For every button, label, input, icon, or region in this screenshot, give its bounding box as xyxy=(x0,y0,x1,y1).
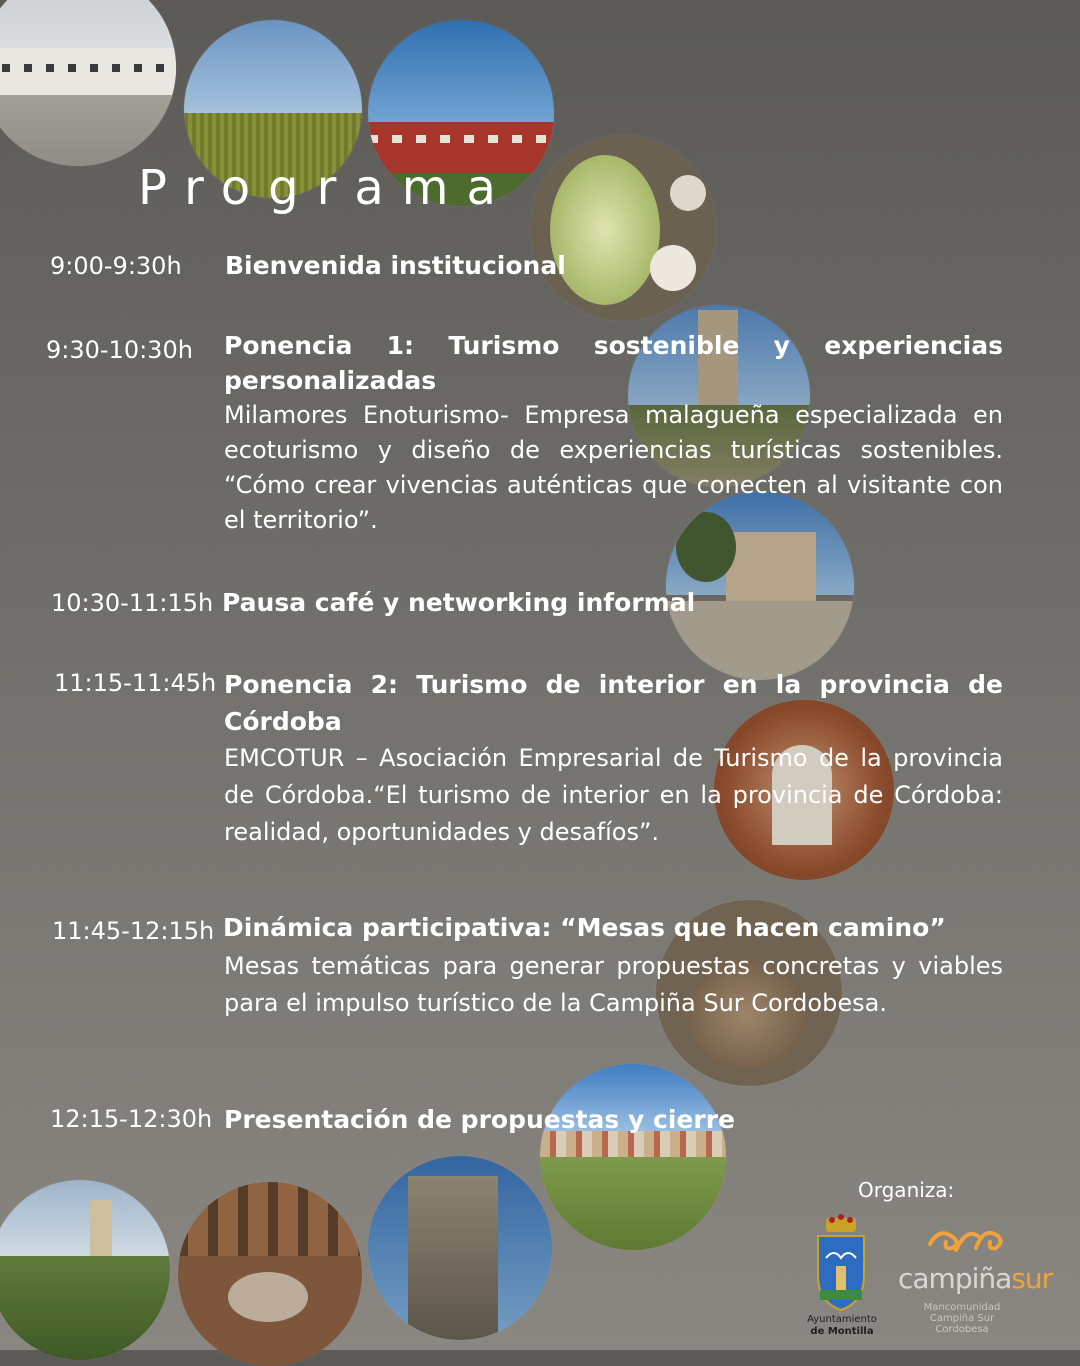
schedule-time: 10:30-11:15h xyxy=(51,589,214,617)
schedule-heading: Ponencia 2: Turismo de interior en la provincia de Córdoba xyxy=(224,670,1003,736)
campina-sur-subtitle xyxy=(916,1302,1008,1335)
photo-tower-circle xyxy=(368,1156,552,1340)
montilla-caption xyxy=(796,1314,888,1338)
schedule-description: Milamores Enoturismo- Empresa malagueña especializada en ecoturismo y diseño de experiencias turísticas sostenibles. “Cómo crear vivencias auténticas que conecten al visitante con el territorio”. xyxy=(224,401,1003,534)
photo-town-circle xyxy=(540,1064,726,1250)
schedule-time: 9:30-10:30h xyxy=(46,336,193,364)
photo-melon-circle xyxy=(530,135,716,321)
montilla-logo xyxy=(812,1214,870,1312)
schedule-time: 11:15-11:45h xyxy=(54,669,217,697)
schedule-description: Mesas temáticas para generar propuestas concretas y viables para el impulso turístico de la Campiña Sur Cordobesa. xyxy=(224,952,1003,1017)
montilla-coat-of-arms-icon xyxy=(812,1214,870,1312)
campina-sub-line-1: Mancomunidad xyxy=(923,1302,1001,1313)
montilla-line-1: Ayuntamiento xyxy=(807,1314,877,1325)
photo-plaza-circle xyxy=(0,0,176,166)
campina-word-sur: sur xyxy=(1011,1262,1053,1295)
montilla-line-2: de Montilla xyxy=(810,1326,874,1337)
page-title: Programa xyxy=(138,160,514,216)
campina-sur-wordmark xyxy=(898,1262,1052,1295)
schedule-time: 9:00-9:30h xyxy=(50,252,182,280)
spiral-icon xyxy=(926,1220,1006,1260)
schedule-heading: Ponencia 1: Turismo sostenible y experiencias personalizadas xyxy=(224,331,1003,395)
schedule-time: 12:15-12:30h xyxy=(50,1105,213,1133)
photo-village-circle xyxy=(0,1180,170,1360)
schedule-description: EMCOTUR – Asociación Empresarial de Turismo de la provincia de Córdoba.“El turismo de interior en la provincia de Córdoba: realidad, oportunidades y desafíos”. xyxy=(224,744,1003,846)
schedule-heading: Pausa café y networking informal xyxy=(222,588,696,617)
schedule-time: 11:45-12:15h xyxy=(52,917,215,945)
campina-sur-logo-mark xyxy=(926,1220,1006,1260)
campina-sub-line-2: Campiña Sur xyxy=(929,1313,995,1324)
organiza-label: Organiza: xyxy=(858,1178,955,1202)
campina-sub-line-3: Cordobesa xyxy=(935,1324,989,1335)
campina-word-main: campiña xyxy=(898,1262,1012,1295)
photo-interior-circle xyxy=(178,1182,362,1366)
schedule-heading: Bienvenida institucional xyxy=(225,251,566,280)
schedule-heading: Presentación de propuestas y cierre xyxy=(224,1105,735,1134)
schedule-heading: Dinámica participativa: “Mesas que hacen camino” xyxy=(223,913,946,942)
